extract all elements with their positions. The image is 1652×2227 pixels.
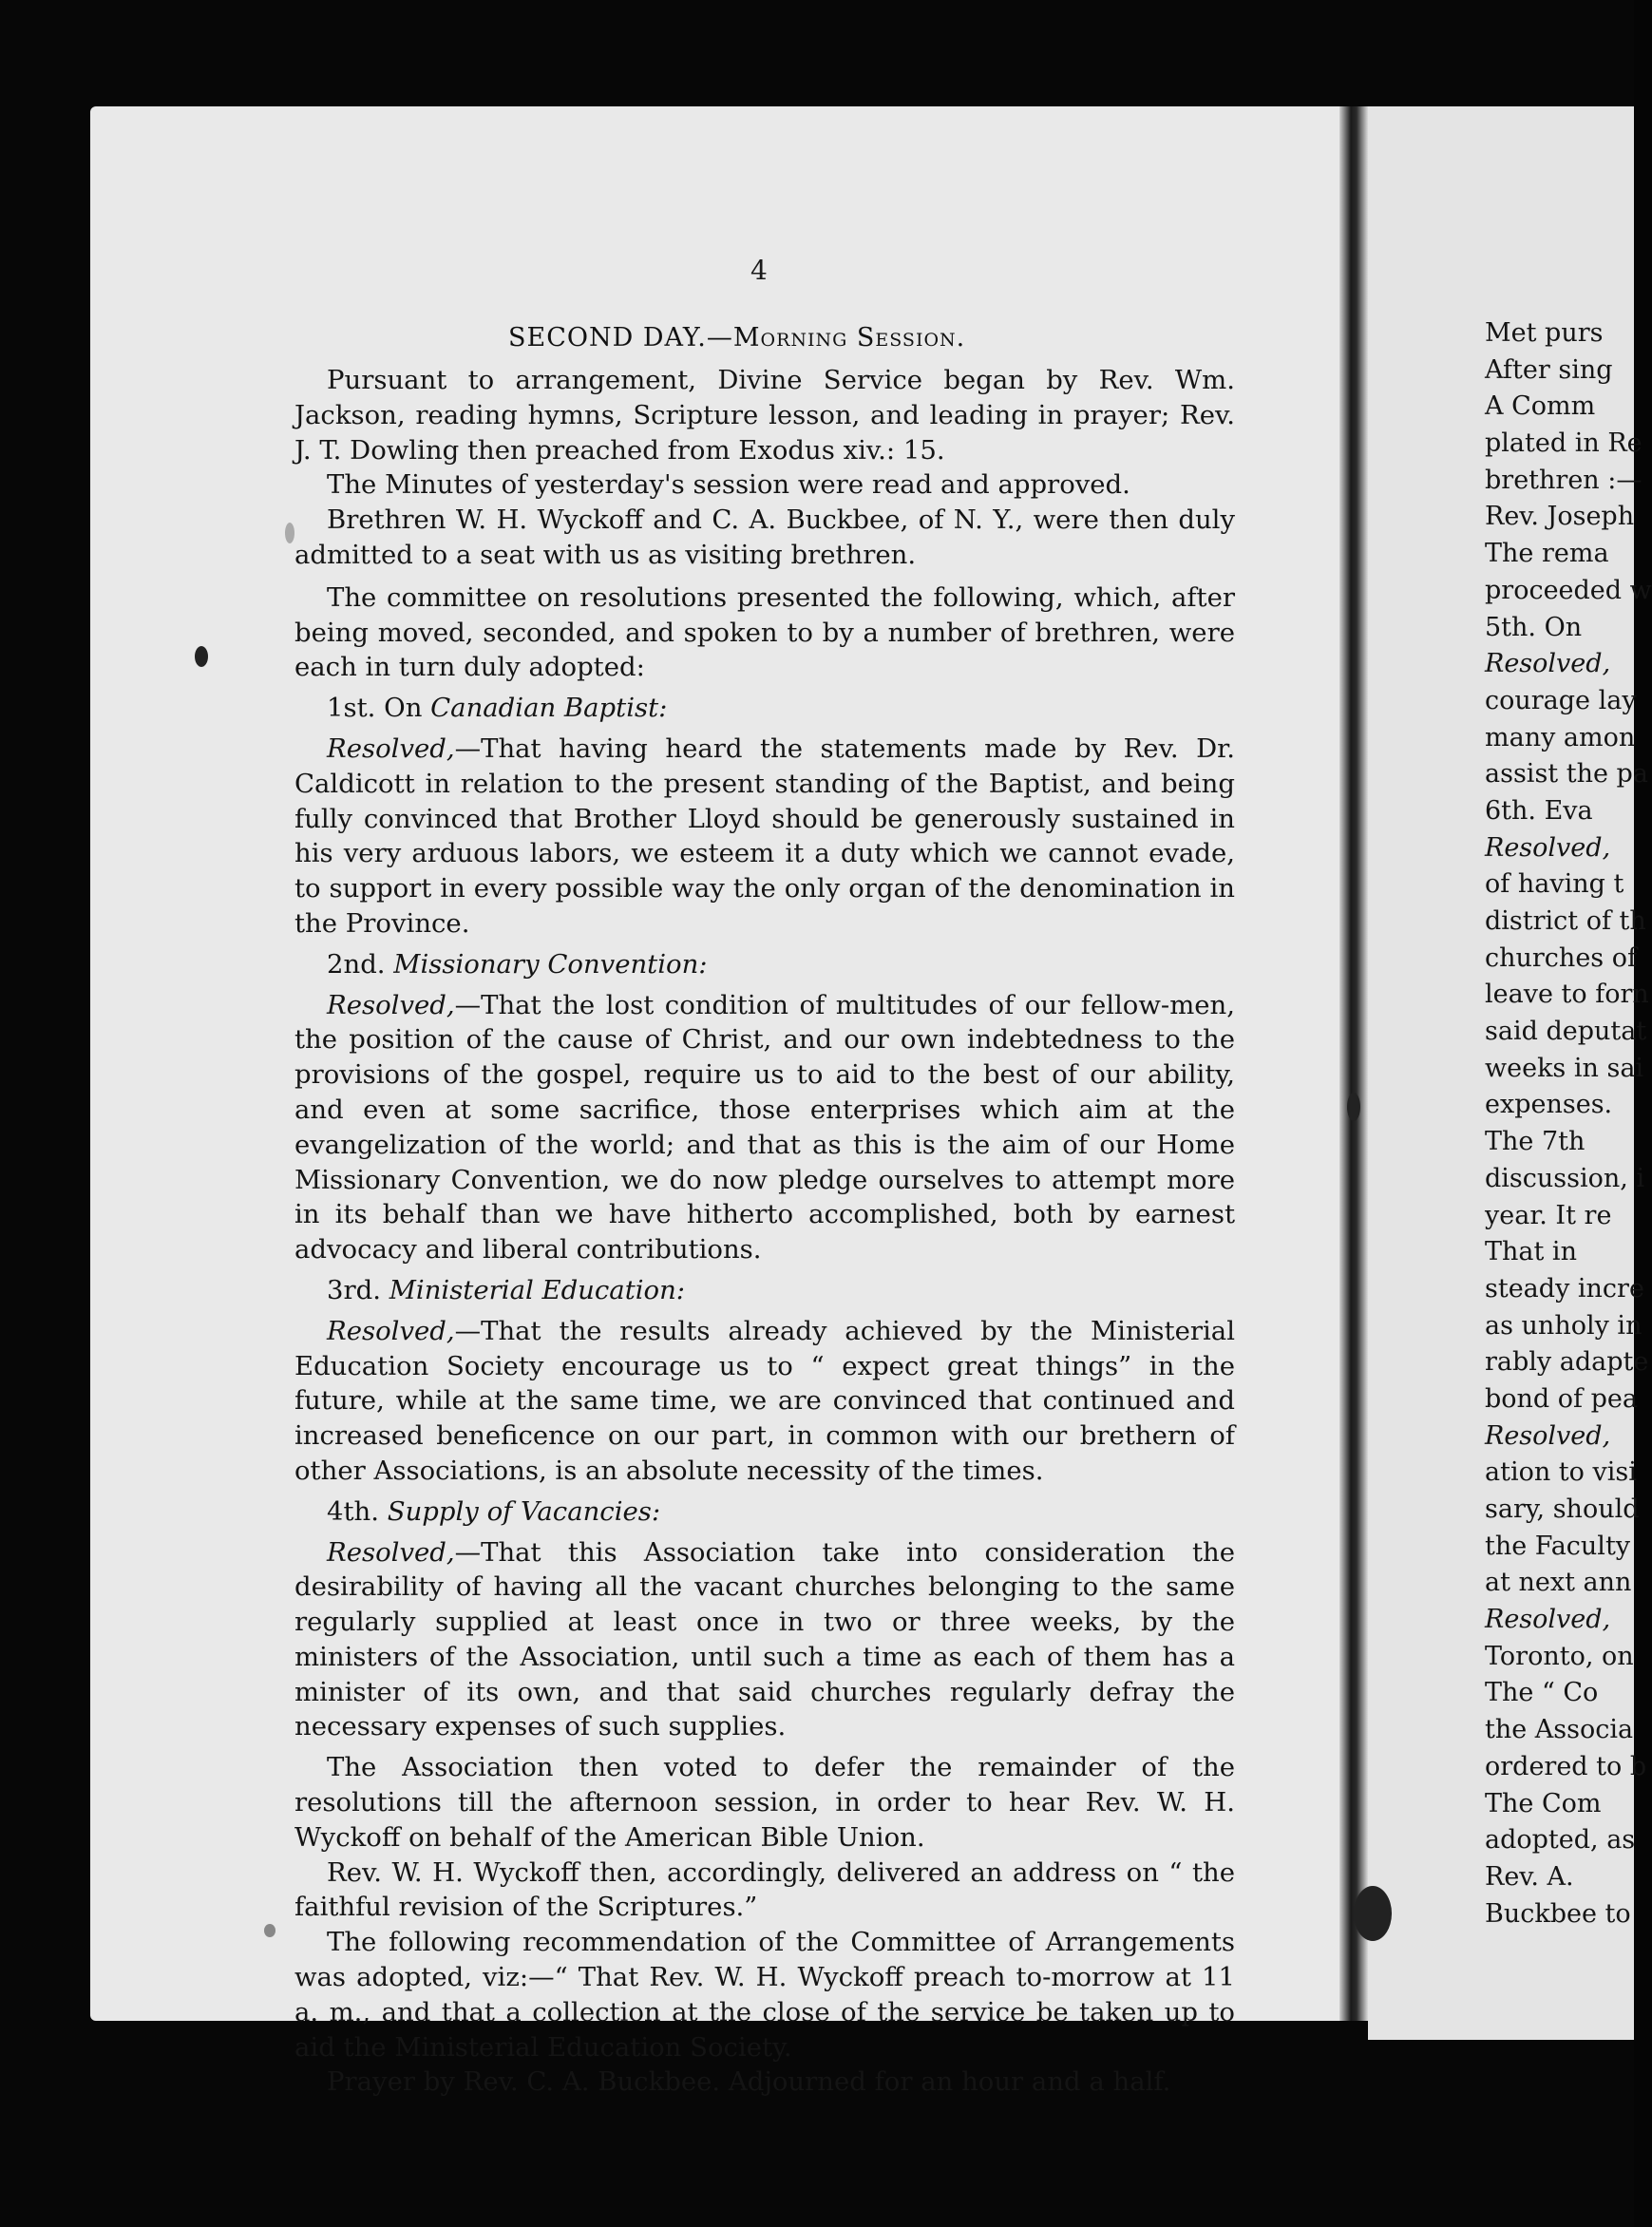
ink-blot	[1347, 1093, 1360, 1121]
fragment-line: After sing	[1485, 354, 1613, 385]
fragment-line: A Comm	[1485, 391, 1596, 422]
fragment-line: ordered to b	[1485, 1751, 1647, 1781]
resolution-title: Supply of Vacancies:	[387, 1495, 661, 1527]
fragment-line: The “ Co	[1485, 1678, 1599, 1708]
resolution-heading	[294, 1273, 1235, 1308]
fragment-line: proceeded w	[1485, 575, 1652, 605]
ink-blot	[195, 646, 208, 667]
resolution-text	[294, 1314, 1235, 1489]
fragment-line: bond of pea	[1485, 1383, 1638, 1414]
resolved-label: Resolved,	[327, 989, 455, 1020]
fragment-line: brethren :—	[1485, 465, 1643, 495]
fragment-line: expenses.	[1485, 1090, 1613, 1120]
paragraph: Rev. W. H. Wyckoff then, accordingly, delivered an address on “ the faithful revision of the Scriptures.”	[294, 1856, 1235, 1923]
fragment-line: Rev. A.	[1485, 1861, 1574, 1892]
resolution-number: 2nd.	[327, 948, 394, 980]
fragment-line: 5th. On	[1485, 612, 1583, 642]
paragraph: The Minutes of yesterday's session were read and approved.	[327, 469, 1130, 501]
resolution-body: —That the lost condition of multitudes of our fellow-men, the position of the cause of Christ, and our own indebtedness to the provisions of the gospel, require us to aid to the best of our ability, and even at some sacrifice, those enterprises which aim at the evangelization of the world; and that as this is the aim of our Home Missionary Convention, we do now pledge ourselves to attempt more in its behalf than we have hitherto accomplished, both by earnest advocacy and liberal contributions.	[294, 989, 1235, 1266]
fragment-line: Resolved,	[1485, 832, 1611, 863]
resolved-label: Resolved,	[327, 1315, 455, 1346]
fragment-line: Met purs	[1485, 318, 1604, 348]
fragment-line: courage lay	[1485, 685, 1637, 715]
fragment-line: assist the pa	[1485, 759, 1648, 790]
fragment-line: Toronto, on	[1485, 1641, 1634, 1671]
fragment-line: weeks in sai	[1485, 1053, 1644, 1083]
fragment-line: the Faculty	[1485, 1531, 1631, 1561]
paragraph: The committee on resolutions presented the following, which, after being moved, seconded, and spoken to by a number of brethren, were each in turn duly adopted:	[294, 581, 1235, 683]
resolution-number: 3rd.	[327, 1274, 389, 1305]
fragment-line: steady incre	[1485, 1273, 1644, 1304]
page-number: 4	[750, 255, 768, 286]
fragment-line: That in	[1485, 1237, 1577, 1267]
resolution-title: Canadian Baptist:	[430, 693, 668, 724]
fragment-line: of having t	[1485, 869, 1624, 900]
fragment-line: 6th. Eva	[1485, 795, 1593, 826]
right-page-text	[1485, 315, 1652, 1932]
resolution-text	[294, 732, 1235, 942]
resolution-body: —That the results already achieved by the Ministerial Education Society encourage us to “ expect great things” in the future, while at the same time, we are convinced that continued and increased beneficence on our part, in common with our brethern of other Associations, is an absolute necessity of the times.	[294, 1315, 1235, 1486]
fragment-line: at next ann	[1485, 1568, 1632, 1598]
resolution-title: Missionary Convention:	[393, 948, 708, 980]
paragraph: Prayer by Rev. C. A. Buckbee. Adjourned for an hour and a half.	[327, 2066, 1171, 2098]
fragment-line: Rev. Joseph	[1485, 502, 1635, 532]
paragraph: The following recommendation of the Committee of Arrangements was adopted, viz:—“ That Rev. W. H. Wyckoff preach to-morrow at 11 a. m., and that a collection at the close of the service be taken up to aid the Ministerial Education Society.	[294, 1927, 1235, 2063]
fragment-line: Resolved,	[1485, 1420, 1611, 1451]
fragment-line: discussion, i	[1485, 1163, 1645, 1193]
paragraph: Brethren W. H. Wyckoff and C. A. Buckbee, of N. Y., were then duly admitted to a seat with us as visiting brethren.	[294, 504, 1235, 570]
fragment-line: said deputat	[1485, 1017, 1647, 1047]
resolution-heading	[294, 691, 1235, 726]
speck	[264, 1924, 275, 1937]
fragment-line: year. It re	[1485, 1200, 1612, 1230]
ink-blot	[1354, 1886, 1392, 1941]
fragment-line: as unholy in	[1485, 1310, 1643, 1341]
resolution-text	[294, 1535, 1235, 1745]
resolution-number: 4th.	[327, 1495, 388, 1527]
heading-main: SECOND DAY.—	[508, 323, 733, 352]
resolution-body: —That this Association take into consideration the desirability of having all the vacant churches belonging to the same regularly supplied at least once in two or three weeks, by the ministers of the Association, until such a time as each of them has a minister of its own, and that said churches regularly defray the necessary expenses of such supplies.	[294, 1536, 1235, 1742]
fragment-line: ation to visi	[1485, 1457, 1637, 1488]
resolved-label: Resolved,	[327, 733, 455, 764]
paragraph: The Association then voted to defer the remainder of the resolutions till the afternoon session, in order to hear Rev. W. H. Wyckoff on behalf of the American Bible Union.	[294, 1752, 1235, 1853]
fragment-line: adopted, as	[1485, 1825, 1636, 1856]
paragraph: Pursuant to arrangement, Divine Service began by Rev. Wm. Jackson, reading hymns, Scripture lesson, and leading in prayer; Rev. J. T. Dowling then preached from Exodus xiv.: 15.	[294, 365, 1235, 466]
heading-sub: Morning Session.	[732, 323, 966, 352]
main-text	[294, 363, 1235, 2100]
resolution-text	[294, 988, 1235, 1267]
fragment-line: district of th	[1485, 906, 1646, 936]
fragment-line: plated in Re	[1485, 428, 1643, 459]
resolution-body: —That having heard the statements made by Rev. Dr. Caldicott in relation to the present standing of the Baptist, and being fully convinced that Brother Lloyd should be generously sustained in his very arduous labors, we esteem it a duty which we cannot evade, to support in every possible way the only organ of the denomination in the Province.	[294, 733, 1235, 939]
fragment-line: churches of	[1485, 942, 1637, 973]
fragment-line: the Associa	[1485, 1715, 1634, 1745]
fragment-line: The 7th	[1485, 1127, 1586, 1157]
fragment-line: sary, should	[1485, 1494, 1640, 1524]
speck	[285, 523, 294, 543]
resolution-heading	[294, 1494, 1235, 1530]
resolution-heading	[294, 947, 1235, 982]
fragment-line: The Com	[1485, 1788, 1602, 1818]
fragment-line: The rema	[1485, 539, 1609, 569]
fragment-line: rably adapte	[1485, 1347, 1649, 1378]
resolution-title: Ministerial Education:	[389, 1274, 686, 1305]
fragment-line: Buckbee to	[1485, 1898, 1631, 1929]
book-gutter	[1339, 106, 1368, 2021]
fragment-line: Resolved,	[1485, 1605, 1611, 1635]
resolved-label: Resolved,	[327, 1536, 455, 1568]
fragment-line: leave to forn	[1485, 980, 1649, 1010]
resolution-number: 1st. On	[327, 693, 431, 724]
section-heading	[508, 323, 965, 352]
fragment-line: Resolved,	[1485, 649, 1611, 679]
fragment-line: many amon	[1485, 722, 1636, 752]
